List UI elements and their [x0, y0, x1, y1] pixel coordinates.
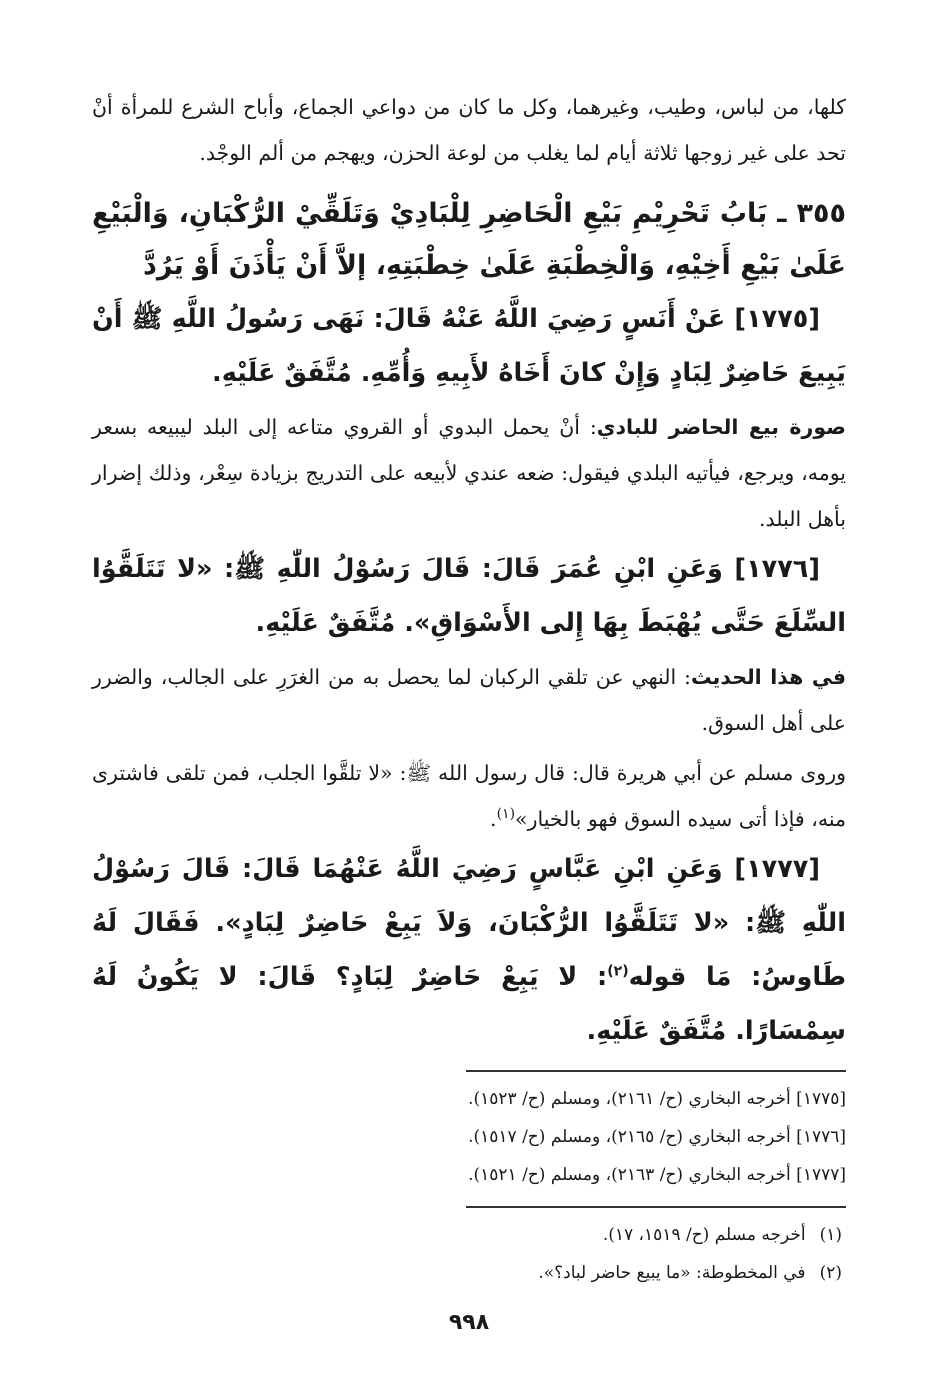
hadith-1777 [92, 842, 846, 1058]
footnote-2 [92, 1254, 846, 1292]
footnote-2-text: في المخطوطة: «ما يبيع حاضر لباد؟». [538, 1263, 806, 1283]
hadith-1777-text-after: : لا يَبِعْ حَاضِرٌ لِبَادٍ؟ قَالَ: لا يَكُونُ لَهُ سِمْسَارًا. مُتَّفَقٌ عَلَيْهِ. [92, 962, 846, 1046]
muslim-narration [92, 750, 846, 842]
note-1775-label: صورة بيع الحاضر للبادي [596, 415, 846, 439]
book-page [92, 84, 846, 1340]
note-1775-text: : أنْ يحمل البدوي أو القروي متاعه إلى البلد ليبيعه بسعر يومه، ويرجع، فيأتيه البلدي فيقول: ضعه عندي لأبيعه على التدريج بزيادة سِعْر، وذلك إضرار بأهل البلد. [92, 415, 846, 531]
hadith-1775: [١٧٧٥] عَنْ أَنَسٍ رَضِيَ اللَّهُ عَنْهُ قَالَ: نَهَى رَسُولُ اللَّهِ ﷺ أَنْ يَبِيعَ حَاضِرٌ لِبَادٍ وَإِنْ كانَ أَخَاهُ لأَبِيهِ وَأُمِّهِ. مُتَّفَقٌ عَلَيْهِ. [92, 304, 846, 388]
footnotes-list [92, 1216, 846, 1292]
footnote-2-number: (٢) [819, 1263, 842, 1283]
hadith-1777-text-before: [١٧٧٧] وَعَنِ ابْنِ عَبَّاسٍ رَضِيَ اللَّهُ عَنْهُمَا قَالَ: قَالَ رَسُوْلُ اللّٰهِ ﷺ: «لا تَتَلَقَّوُا الرُّكْبَانَ، وَلاَ يَبِعْ حَاضِرٌ لِبَادٍ». فَقَالَ لَهُ طَاوسُ: مَا قوله [92, 854, 846, 992]
muslim-narration-text: وروى مسلم عن أبي هريرة قال: قال رسول الله ﷺ: «لا تلقَّوا الجلب، فمن تلقى فاشترى منه، فإذا أتى سيده السوق فهو بالخيار» [92, 761, 846, 831]
note-1775 [92, 404, 846, 542]
footnotes-divider [466, 1206, 846, 1208]
intro-paragraph: كلها، من لباس، وطيب، وغيرهما، وكل ما كان من دواعي الجماع، وأباح الشرع للمرأة أنْ تحد على غير زوجها ثلاثة أيام لما يغلب من لوعة الحزن، ويهجم من ألم الوجْد. [92, 95, 846, 165]
chapter-title: ٣٥٥ ـ بَابُ تَحْرِيْمِ بَيْعِ الْحَاضِرِ لِلْبَادِيْ وَتَلَقِّيْ الرُّكْبَانِ، وَالْبَيْعِ عَلَىٰ بَيْعِ أَخِيْهِ، وَالْخِطْبَةِ عَلَىٰ خِطْبَتِهِ، إلاَّ أَنْ يَأْذَنَ أَوْ يَرُدَّ [92, 198, 846, 281]
sources-divider [466, 1070, 846, 1072]
footnote-ref-1[interactable]: (١) [496, 806, 516, 823]
note-1776-label: في هذا الحديث [690, 665, 847, 689]
footnote-1-text: أخرجه مسلم (ح/ ١٥١٩، ١٧). [602, 1225, 806, 1245]
footnote-1 [92, 1216, 846, 1254]
note-1776 [92, 654, 846, 746]
footnote-ref-2[interactable]: (٢) [607, 963, 629, 980]
muslim-narration-end: . [490, 807, 497, 831]
hadith-1776: [١٧٧٦] وَعَنِ ابْنِ عُمَرَ قَالَ: قَالَ رَسُوْلُ اللّٰهِ ﷺ: «لا تَتَلَقَّوُا السِّلَعَ حَتَّى يُهْبَطَ بِهَا إِلى الأَسْوَاقِ». مُتَّفَقٌ عَلَيْهِ. [92, 554, 846, 638]
note-1776-text: : النهي عن تلقي الركبان لما يحصل به من الغرَرِ على الجالب، والضرر على أهل السوق. [92, 665, 846, 735]
sources-list [92, 1080, 846, 1194]
page-number: ٩٩٨ [448, 1310, 490, 1335]
source-1776: [١٧٧٦] أخرجه البخاري (ح/ ٢١٦٥)، ومسلم (ح/ ١٥١٧). [468, 1127, 846, 1147]
footnote-1-number: (١) [819, 1225, 842, 1245]
source-1775: [١٧٧٥] أخرجه البخاري (ح/ ٢١٦١)، ومسلم (ح/ ١٥٢٣). [468, 1089, 846, 1109]
source-1777: [١٧٧٧] أخرجه البخاري (ح/ ٢١٦٣)، ومسلم (ح/ ١٥٢١). [468, 1165, 846, 1185]
